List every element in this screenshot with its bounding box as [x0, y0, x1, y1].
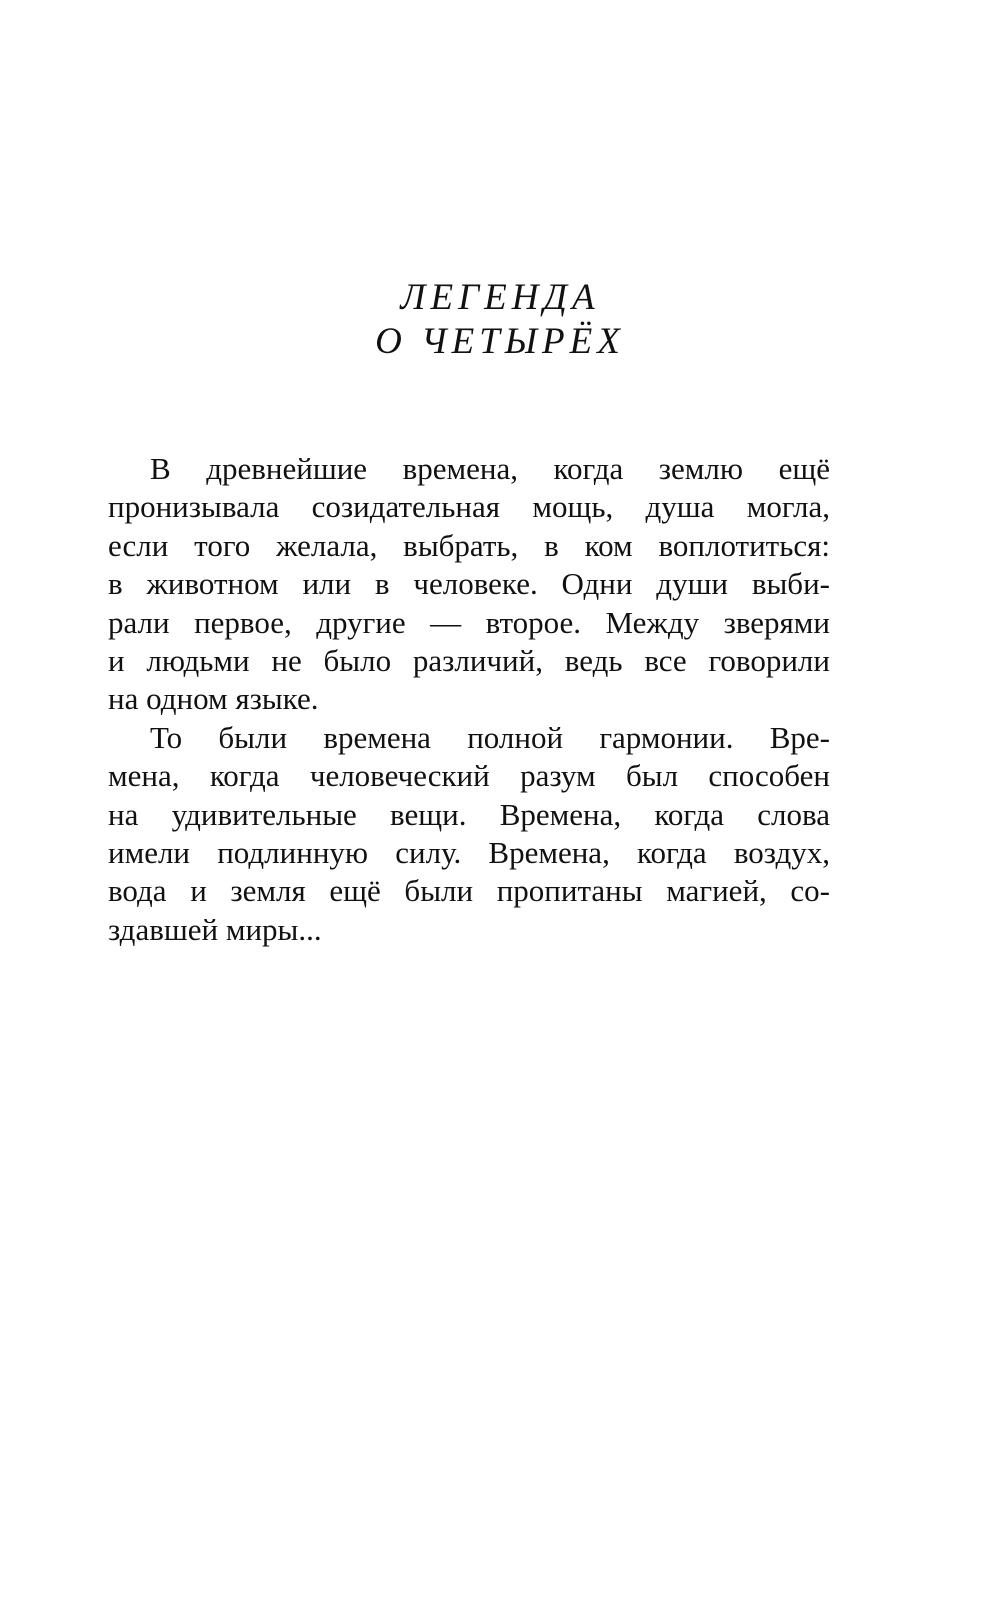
paragraph-line: вода и земля ещё были пропитаны магией, со-	[108, 873, 830, 909]
paragraph-line: рали первое, другие — второе. Между зверями	[108, 604, 830, 640]
paragraph-line: То были времена полной гармонии. Вре-	[150, 719, 830, 755]
chapter-title-line-1: ЛЕГЕНДА	[400, 277, 600, 318]
paragraph-line: имели подлинную силу. Времена, когда воздух,	[108, 834, 830, 870]
paragraph-line: В древнейшие времена, когда землю ещё	[150, 451, 830, 486]
paragraph-line: мена, когда человеческий разум был способен	[108, 758, 830, 794]
paragraph-line: пронизывала созидательная мощь, душа могла,	[108, 489, 830, 525]
paragraph-line: на одном языке.	[108, 681, 319, 717]
paragraph-2	[108, 719, 830, 949]
paragraph-1	[108, 450, 830, 719]
body-text	[108, 450, 830, 949]
paragraph-line: в животном или в человеке. Одни души выби-	[108, 566, 830, 602]
paragraph-line: здавшей миры...	[108, 911, 322, 947]
paragraph-line: на удивительные вещи. Времена, когда слова	[108, 796, 830, 832]
chapter-title	[0, 276, 1000, 364]
paragraph-line: и людьми не было различий, ведь все говорили	[108, 642, 830, 678]
chapter-title-line-2: О ЧЕТЫРЁХ	[375, 321, 625, 362]
paragraph-line: если того желала, выбрать, в ком воплотиться:	[108, 527, 830, 563]
